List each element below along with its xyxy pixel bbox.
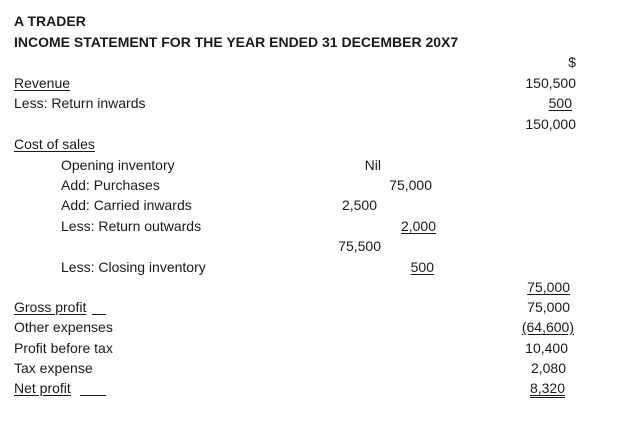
tax-expense-label: Tax expense xyxy=(14,360,93,376)
cost-of-sales-heading: Cost of sales xyxy=(14,136,95,152)
net-profit-label: Net profit xyxy=(14,380,71,396)
revenue-value: 150,500 xyxy=(525,75,576,91)
opening-inventory-label: Opening inventory xyxy=(61,157,175,173)
tax-expense-value: 2,080 xyxy=(530,360,566,376)
revenue-label: Revenue xyxy=(14,75,71,91)
return-inwards-value: 500 xyxy=(548,95,572,111)
entity-name: A TRADER xyxy=(14,13,86,29)
closing-inventory-label: Less: Closing inventory xyxy=(61,259,206,275)
currency-symbol: $ xyxy=(568,54,576,70)
purchases-label: Add: Purchases xyxy=(61,177,160,193)
carried-inwards-value: 2,500 xyxy=(341,197,377,213)
carried-inwards-label: Add: Carried inwards xyxy=(61,197,192,213)
closing-inventory-value: 500 xyxy=(410,259,434,275)
return-inwards-label: Less: Return inwards xyxy=(14,95,146,111)
profit-before-tax-value: 10,400 xyxy=(525,340,568,356)
net-revenue-value: 150,000 xyxy=(525,116,576,132)
gross-profit-underline-tail xyxy=(92,314,106,315)
return-outwards-label: Less: Return outwards xyxy=(61,218,202,234)
gross-profit-value: 75,000 xyxy=(527,299,570,315)
gross-profit-label: Gross profit xyxy=(14,299,87,315)
net-profit-value: 8,320 xyxy=(529,380,565,396)
statement-title: INCOME STATEMENT FOR THE YEAR ENDED 31 DECEMBER 20X7 xyxy=(14,34,459,50)
return-outwards-value: 2,000 xyxy=(400,218,436,234)
cost-of-sales-total: 75,000 xyxy=(527,279,570,295)
other-expenses-value: (64,600) xyxy=(521,319,574,335)
opening-inventory-value: Nil xyxy=(364,157,381,173)
net-profit-underline-tail xyxy=(80,395,106,396)
purchases-value: 75,000 xyxy=(389,177,432,193)
profit-before-tax-label: Profit before tax xyxy=(14,340,113,356)
other-expenses-label: Other expenses xyxy=(14,319,113,335)
subtotal-value: 75,500 xyxy=(338,238,381,254)
